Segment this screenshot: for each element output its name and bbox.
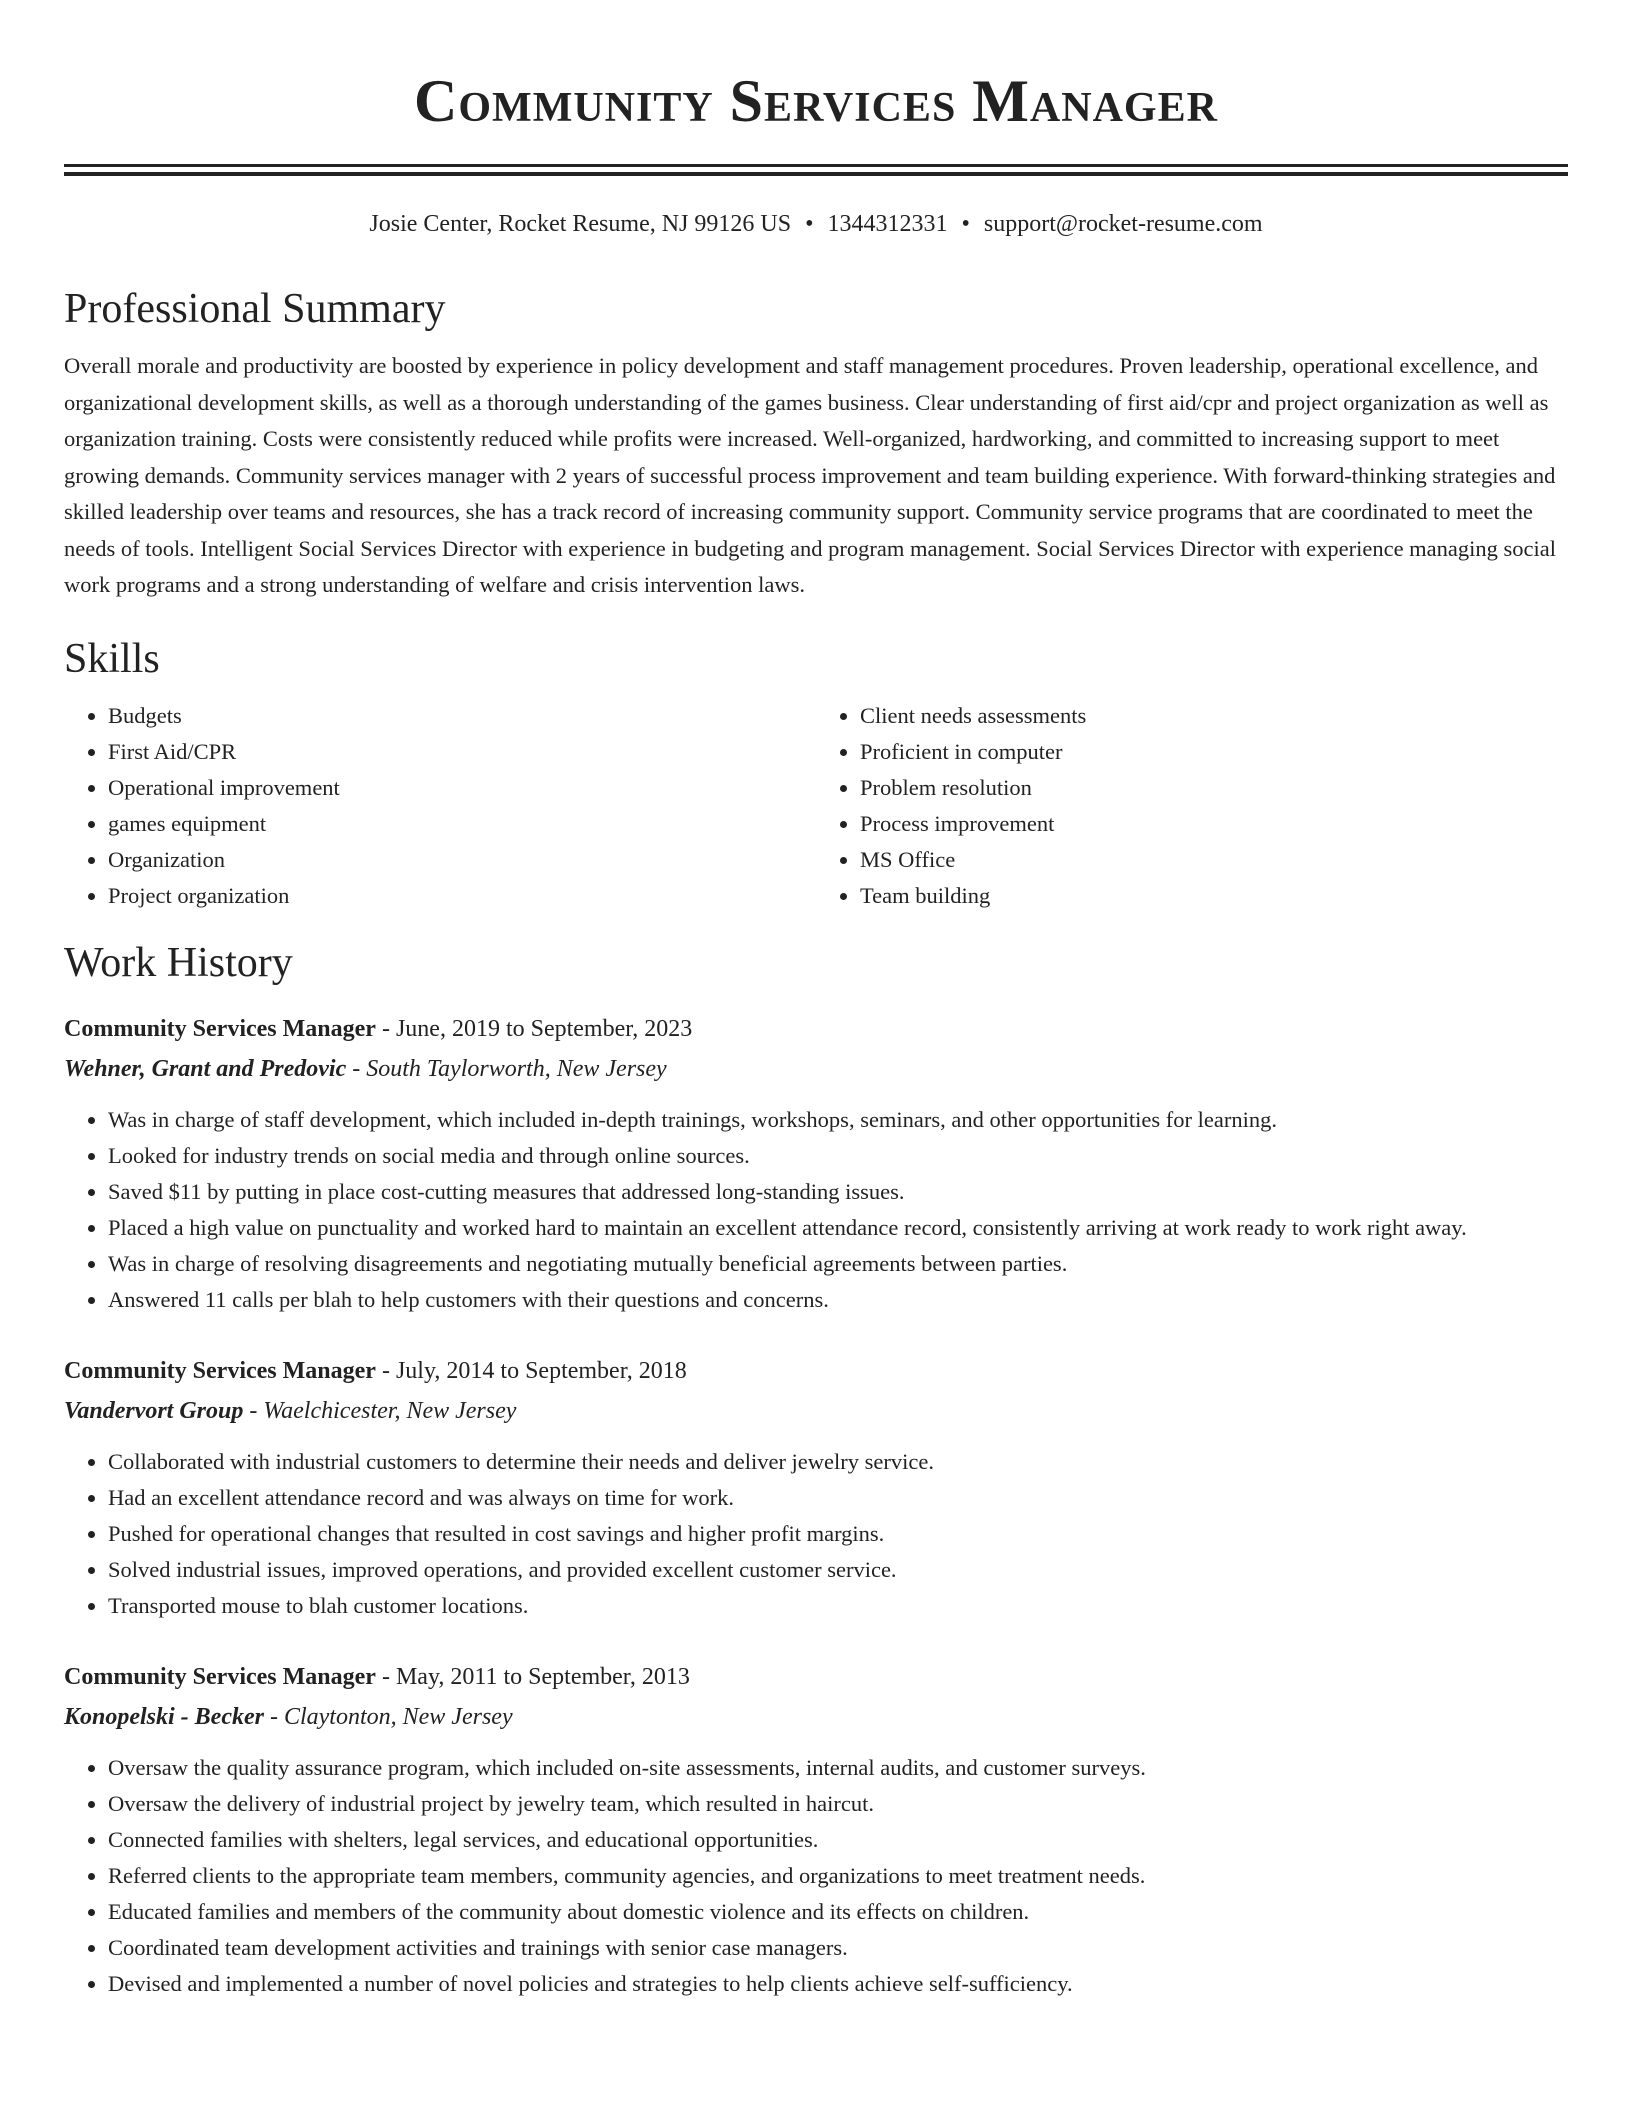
skills-column-right bbox=[816, 698, 1568, 914]
job-role: Community Services Manager bbox=[64, 1663, 376, 1690]
job-bullets bbox=[64, 1444, 1568, 1624]
job-bullet: • Looked for industry trends on social media and through online sources. bbox=[108, 1138, 1568, 1174]
job-bullet: • Transported mouse to blah customer locations. bbox=[108, 1588, 1568, 1624]
title-divider bbox=[64, 164, 1568, 176]
job-location: - South Taylorworth, New Jersey bbox=[346, 1055, 667, 1082]
job-bullet: • Oversaw the delivery of industrial project by jewelry team, which resulted in haircut. bbox=[108, 1786, 1568, 1822]
job-bullet: • Answered 11 calls per blah to help customers with their questions and concerns. bbox=[108, 1282, 1568, 1318]
job-bullet: • Educated families and members of the community about domestic violence and its effects on children. bbox=[108, 1894, 1568, 1930]
contact-separator: • bbox=[805, 211, 814, 237]
skill-item: • Organization bbox=[108, 842, 816, 878]
skill-item: • Budgets bbox=[108, 698, 816, 734]
job-header bbox=[64, 1352, 1568, 1390]
job-company: Vandervort Group bbox=[64, 1397, 244, 1424]
contact-phone: 1344312331 bbox=[827, 211, 948, 237]
job-role: Community Services Manager bbox=[64, 1015, 376, 1042]
skill-item: • games equipment bbox=[108, 806, 816, 842]
job-bullet: • Connected families with shelters, legal services, and educational opportunities. bbox=[108, 1822, 1568, 1858]
job-employer bbox=[64, 1392, 1568, 1430]
job-bullet: • Coordinated team development activities and trainings with senior case managers. bbox=[108, 1930, 1568, 1966]
skill-item: • MS Office bbox=[860, 842, 1568, 878]
job-bullet: • Was in charge of staff development, which included in-depth trainings, workshops, seminars, and other opportunities for learning. bbox=[108, 1102, 1568, 1138]
contact-line bbox=[64, 208, 1568, 240]
job-bullet: • Saved $11 by putting in place cost-cutting measures that addressed long-standing issues. bbox=[108, 1174, 1568, 1210]
skill-item: • Operational improvement bbox=[108, 770, 816, 806]
skills-list bbox=[64, 698, 1568, 914]
job-bullet: • Placed a high value on punctuality and worked hard to maintain an excellent attendance record, consistently arriving at work ready to work right away. bbox=[108, 1210, 1568, 1246]
job-company: Konopelski - Becker bbox=[64, 1703, 264, 1730]
job-entry bbox=[64, 1010, 1568, 1318]
skill-item: • First Aid/CPR bbox=[108, 734, 816, 770]
contact-email: support@rocket-resume.com bbox=[983, 211, 1263, 237]
skill-item: • Problem resolution bbox=[860, 770, 1568, 806]
job-dates: - June, 2019 to September, 2023 bbox=[375, 1015, 693, 1042]
summary-text: Overall morale and productivity are boosted by experience in policy development and staff management procedures. Proven leadership, operational excellence, and organizational development skills, as well as a thorough understanding of the games business. Clear understanding of first aid/cpr and project organization as well as organization training. Costs were consistently reduced while profits were increased. Well-organized, hardworking, and committed to increasing support to meet growing demands. Community services manager with 2 years of successful process improvement and team building experience. With forward-thinking strategies and skilled leadership over teams and resources, she has a track record of increasing community support. Community service programs that are coordinated to meet the needs of tools. Intelligent Social Services Director with experience in budgeting and program management. Social Services Director with experience managing social work programs and a strong understanding of welfare and crisis intervention laws. bbox=[64, 353, 1557, 597]
job-bullets bbox=[64, 1750, 1568, 2002]
job-dates: - July, 2014 to September, 2018 bbox=[375, 1357, 687, 1384]
contact-address: Josie Center, Rocket Resume, NJ 99126 US bbox=[369, 211, 792, 237]
contact-separator: • bbox=[961, 211, 970, 237]
job-employer bbox=[64, 1050, 1568, 1088]
job-role: Community Services Manager bbox=[64, 1357, 376, 1384]
summary-heading: Professional Summary bbox=[64, 286, 446, 332]
job-header bbox=[64, 1658, 1568, 1696]
job-bullet: • Pushed for operational changes that resulted in cost savings and higher profit margins. bbox=[108, 1516, 1568, 1552]
skill-item: • Client needs assessments bbox=[860, 698, 1568, 734]
skill-item: • Proficient in computer bbox=[860, 734, 1568, 770]
job-bullet: • Solved industrial issues, improved operations, and provided excellent customer service. bbox=[108, 1552, 1568, 1588]
job-location: - Waelchicester, New Jersey bbox=[243, 1397, 517, 1424]
job-entry bbox=[64, 1658, 1568, 2002]
skill-item: • Team building bbox=[860, 878, 1568, 914]
job-company: Wehner, Grant and Predovic bbox=[64, 1055, 347, 1082]
job-bullet: • Collaborated with industrial customers to determine their needs and deliver jewelry service. bbox=[108, 1444, 1568, 1480]
job-bullets bbox=[64, 1102, 1568, 1318]
job-bullet: • Was in charge of resolving disagreements and negotiating mutually beneficial agreements between parties. bbox=[108, 1246, 1568, 1282]
skill-item: • Project organization bbox=[108, 878, 816, 914]
job-location: - Claytonton, New Jersey bbox=[263, 1703, 513, 1730]
skills-column-left bbox=[64, 698, 816, 914]
job-bullet: • Referred clients to the appropriate team members, community agencies, and organizations to meet treatment needs. bbox=[108, 1858, 1568, 1894]
skill-item: • Process improvement bbox=[860, 806, 1568, 842]
skills-heading: Skills bbox=[64, 635, 160, 682]
job-header bbox=[64, 1010, 1568, 1048]
resume-title: Community Services Manager bbox=[414, 68, 1218, 134]
job-bullet: • Had an excellent attendance record and was always on time for work. bbox=[108, 1480, 1568, 1516]
job-employer bbox=[64, 1698, 1568, 1736]
job-bullet: • Devised and implemented a number of novel policies and strategies to help clients achieve self-sufficiency. bbox=[108, 1966, 1568, 2002]
work-history-heading: Work History bbox=[64, 939, 293, 986]
job-entry bbox=[64, 1352, 1568, 1624]
job-bullet: • Oversaw the quality assurance program, which included on-site assessments, internal audits, and customer surveys. bbox=[108, 1750, 1568, 1786]
job-dates: - May, 2011 to September, 2013 bbox=[375, 1663, 690, 1690]
